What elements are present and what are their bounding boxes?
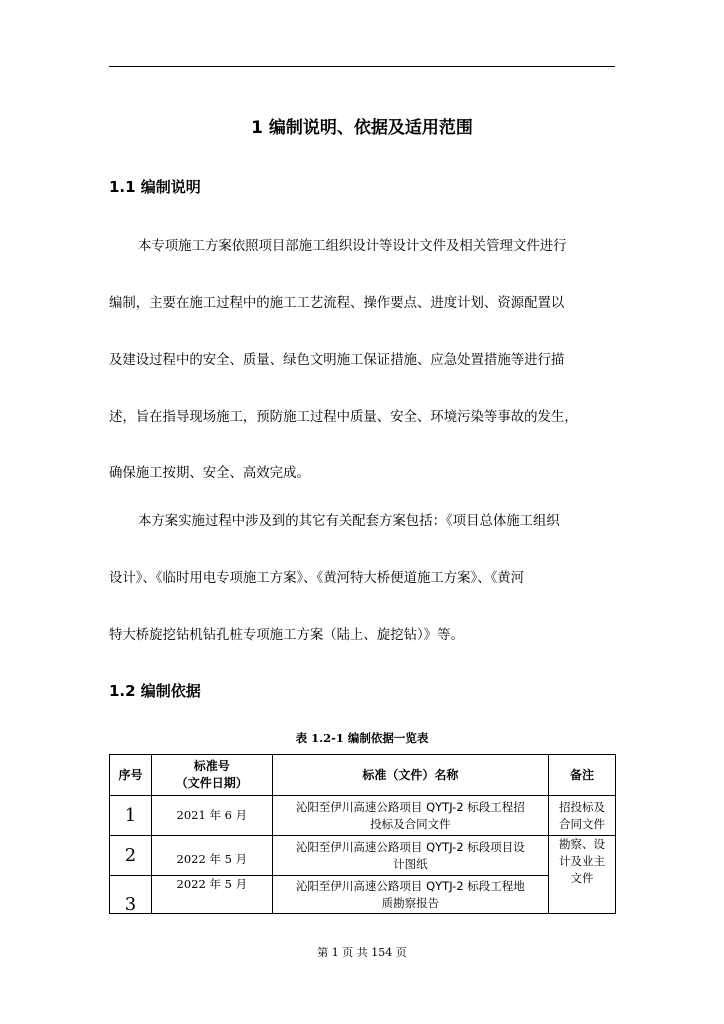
table-row <box>110 796 616 836</box>
row-name: 沁阳至伊川高速公路项目 QYTJ-2 标段项目设 计图纸 <box>272 836 548 876</box>
row-name: 沁阳至伊川高速公路项目 QYTJ-2 标段工程招 投标及合同文件 <box>272 796 548 836</box>
section-1-2-title: 1.2 编制依据 <box>109 682 201 700</box>
header-remark: 备注 <box>549 755 616 796</box>
page-footer: 第 1 页 共 154 页 <box>317 946 407 959</box>
row-date: 2022 年 5 月 <box>151 836 272 876</box>
table-caption: 表 1.2-1 编制依据一览表 <box>295 731 429 745</box>
section-1-1-title: 1.1 编制说明 <box>109 178 201 196</box>
paragraph-line: 确保施工按期、安全、高效完成。 <box>109 466 310 481</box>
table-row <box>110 876 616 914</box>
paragraph-line: 及建设过程中的安全、质量、绿色文明施工保证措施、应急处置措施等进行描 <box>109 353 565 368</box>
table-header-row <box>110 755 616 796</box>
paragraph-line: 编制，主要在施工过程中的施工工艺流程、操作要点、进度计划、资源配置以 <box>109 296 565 311</box>
row-date: 2021 年 6 月 <box>151 796 272 836</box>
table-row <box>110 836 616 876</box>
row-remark: 勘察、设 计及业主 文件 <box>549 836 616 914</box>
chapter-title: 1 编制说明、依据及适用范围 <box>251 118 473 138</box>
header-name: 标准（文件）名称 <box>272 755 548 796</box>
row-remark: 招投标及 合同文件 <box>549 796 616 836</box>
row-name: 沁阳至伊川高速公路项目 QYTJ-2 标段工程地 质勘察报告 <box>272 876 548 914</box>
row-number: 1 <box>110 796 152 836</box>
header-standard-no: 标准号 （文件日期） <box>151 755 272 796</box>
paragraph-line: 特大桥旋挖钻机钻孔桩专项施工方案（陆上、旋挖钻）》等。 <box>109 628 464 643</box>
row-number: 3 <box>110 876 152 914</box>
header-no: 序号 <box>110 755 152 796</box>
basis-table <box>109 754 616 914</box>
header-rule <box>109 66 615 67</box>
paragraph-line: 本方案实施过程中涉及到的其它有关配套方案包括：《项目总体施工组织 <box>138 514 560 529</box>
row-number: 2 <box>110 836 152 876</box>
row-date: 2022 年 5 月 <box>151 876 272 914</box>
paragraph-line: 述，旨在指导现场施工，预防施工过程中质量、安全、环境污染等事故的发生， <box>109 410 578 425</box>
paragraph-line: 本专项施工方案依照项目部施工组织设计等设计文件及相关管理文件进行 <box>138 239 567 254</box>
paragraph-line: 设计》、《临时用电专项施工方案》、《黄河特大桥便道施工方案》、《黄河 <box>109 571 525 586</box>
